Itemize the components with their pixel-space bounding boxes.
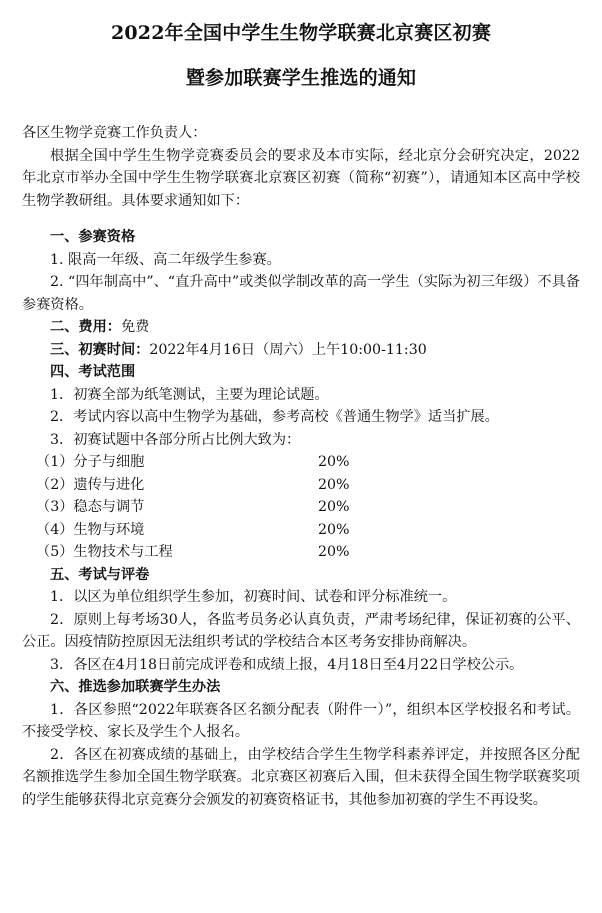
section4-item-3: 3．初赛试题中各部分所占比例大致为： [50, 431, 301, 448]
ratio-row [22, 541, 580, 564]
ratio-name: （5）生物技术与工程 [36, 544, 173, 560]
ratio-row [22, 496, 580, 519]
section4-item-1: 1．初赛全部为纸笔测试，主要为理论试题。 [50, 386, 329, 403]
ratio-name: （1）分子与细胞 [36, 454, 145, 470]
section2-line [22, 316, 580, 339]
section2-value: 免费 [120, 319, 150, 335]
section4-item-2: 2．考试内容以高中生物学为基础，参考高校《普通生物学》适当扩展。 [50, 409, 499, 425]
ratio-value: 20% [318, 544, 350, 560]
title-line-1: 2022年全国中学生生物学联赛北京赛区初赛 [110, 22, 492, 44]
ratio-value: 20% [318, 476, 350, 493]
section6-item-2: 2．各区在初赛成绩的基础上，由学校结合学生生物学科素养评定，并按照各区分配名额推选学生参加全国生物学联赛。北京赛区初赛后入围，但未获得全国生物学联赛奖项的学生能够获得北京竞赛分会颁发的初赛资格证书，其他参加初赛的学生不再设奖。 [22, 746, 580, 808]
ratio-row [22, 519, 580, 542]
ratio-name: （2）遗传与进化 [36, 476, 145, 493]
section1-item-2: 2. “四年制高中”、“直升高中”或类似学制改革的高一学生（实际为初三年级）不具备参赛资格。 [22, 274, 580, 313]
ratio-value: 20% [318, 454, 350, 470]
ratio-name: （3）稳态与调节 [36, 499, 145, 515]
section5-heading: 五、考试与评卷 [50, 566, 150, 583]
section1-heading: 一、参赛资格 [50, 229, 136, 245]
section3-label: 三、初赛时间： [50, 341, 150, 358]
ratio-list [22, 451, 580, 564]
section3-line [22, 339, 580, 362]
section4-heading: 四、考试范围 [50, 364, 136, 380]
intro-paragraph: 根据全国中学生生物学竞赛委员会的要求及本市实际，经北京分会研究决定，2022年北京市举办全国中学生生物学联赛北京赛区初赛（简称“初赛”），请通知本区高中学校生物学教研组。具体要求通知如下： [22, 147, 580, 209]
section5-item-3: 3．各区在4月18日前完成评卷和成绩上报，4月18日至4月22日学校公示。 [50, 656, 524, 673]
ratio-name: （4）生物与环境 [36, 521, 145, 538]
document-body [22, 122, 580, 811]
section6-item-1: 1．各区参照“2022年联赛各区名额分配表（附件一）”，组织本区学校报名和考试。不接受学校、家长及学生个人报名。 [22, 701, 580, 740]
section3-value: 2022年4月16日（周六）上午10:00-11:30 [149, 341, 427, 358]
ratio-value: 20% [318, 499, 350, 515]
section5-item-1: 1．以区为单位组织学生参加，初赛时间、试卷和评分标准统一。 [50, 589, 457, 605]
section2-label: 二、费用： [50, 319, 121, 335]
salutation: 各区生物学竞赛工作负责人： [22, 125, 207, 141]
section5-item-2: 2．原则上每考场30人，各监考员务必认真负责，严肃考场纪律，保证初赛的公平、公正。因疫情防控原因无法组织考试的学校结合本区考务安排协商解决。 [22, 611, 580, 650]
ratio-value: 20% [318, 521, 350, 538]
ratio-row [22, 474, 580, 497]
title-line-2: 暨参加联赛学生推选的通知 [185, 67, 417, 89]
ratio-row [22, 451, 580, 474]
section6-heading: 六、推选参加联赛学生办法 [50, 679, 221, 695]
section1-item-1: 1. 限高一年级、高二年级学生参赛。 [50, 251, 281, 268]
